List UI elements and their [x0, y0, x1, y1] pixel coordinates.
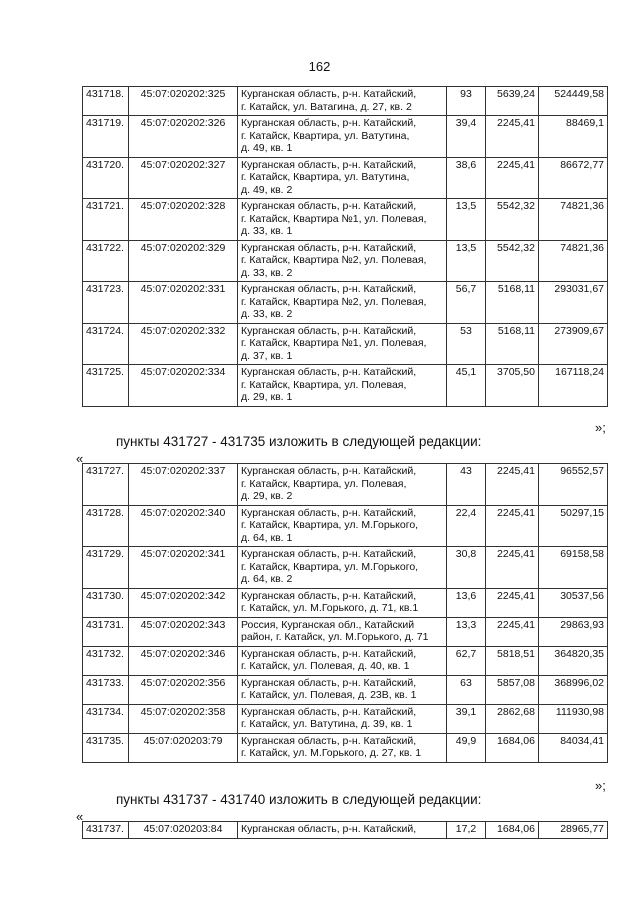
unit-value-cell: 3705,50: [486, 365, 539, 407]
cadastral-value-cell: 86672,77: [539, 157, 608, 199]
address-cell: Россия, Курганская обл., Катайский район, г. Катайск, ул. М.Горького, д. 71: [238, 617, 447, 646]
table-row: [83, 464, 608, 506]
row-number-cell: 431728.: [83, 505, 129, 547]
cadastral-number-cell: 45:07:020202:332: [129, 323, 238, 365]
cadastral-number-cell: 45:07:020202:341: [129, 547, 238, 589]
cadastral-value-cell: 364820,35: [539, 646, 608, 675]
cadastral-value-cell: 29863,93: [539, 617, 608, 646]
unit-value-cell: 5857,08: [486, 675, 539, 704]
area-cell: 63: [447, 675, 486, 704]
address-cell: Курганская область, р-н. Катайский, г. Катайск, ул. Ватагина, д. 27, кв. 2: [238, 87, 447, 116]
cadastral-number-cell: 45:07:020203:84: [129, 822, 238, 839]
cadastral-number-cell: 45:07:020202:343: [129, 617, 238, 646]
unit-value-cell: 5542,32: [486, 240, 539, 282]
cadastral-number-cell: 45:07:020202:342: [129, 588, 238, 617]
cadastral-value-cell: 30537,56: [539, 588, 608, 617]
address-cell: Курганская область, р-н. Катайский, г. Катайск, ул. Полевая, д. 23В, кв. 1: [238, 675, 447, 704]
address-cell: Курганская область, р-н. Катайский, г. Катайск, Квартира, ул. М.Горького, д. 64, кв. 1: [238, 505, 447, 547]
cadastral-value-cell: 74821,36: [539, 240, 608, 282]
cadastral-number-cell: 45:07:020203:79: [129, 733, 238, 762]
address-cell: Курганская область, р-н. Катайский, г. Катайск, Квартира №2, ул. Полевая, д. 33, кв. 2: [238, 240, 447, 282]
address-cell: Курганская область, р-н. Катайский, г. Катайск, Квартира №2, ул. Полевая, д. 33, кв. 2: [238, 282, 447, 324]
cadastral-number-cell: 45:07:020202:340: [129, 505, 238, 547]
unit-value-cell: 2245,41: [486, 157, 539, 199]
row-number-cell: 431724.: [83, 323, 129, 365]
closing-quote: »;: [595, 778, 606, 793]
area-cell: 30,8: [447, 547, 486, 589]
cadastral-number-cell: 45:07:020202:328: [129, 199, 238, 241]
cadastral-value-cell: 524449,58: [539, 87, 608, 116]
area-cell: 39,4: [447, 116, 486, 158]
property-table-3: [82, 821, 608, 839]
unit-value-cell: 5542,32: [486, 199, 539, 241]
table-row: [83, 588, 608, 617]
area-cell: 93: [447, 87, 486, 116]
row-number-cell: 431731.: [83, 617, 129, 646]
unit-value-cell: 1684,06: [486, 822, 539, 839]
area-cell: 62,7: [447, 646, 486, 675]
table-row: [83, 282, 608, 324]
table-row: [83, 547, 608, 589]
table-row: [83, 157, 608, 199]
page-number: 162: [308, 59, 331, 74]
row-number-cell: 431733.: [83, 675, 129, 704]
unit-value-cell: 2245,41: [486, 116, 539, 158]
area-cell: 17,2: [447, 822, 486, 839]
address-cell: Курганская область, р-н. Катайский, г. Катайск, ул. Полевая, д. 40, кв. 1: [238, 646, 447, 675]
table-row: [83, 116, 608, 158]
table-row: [83, 704, 608, 733]
row-number-cell: 431729.: [83, 547, 129, 589]
area-cell: 43: [447, 464, 486, 506]
area-cell: 22,4: [447, 505, 486, 547]
unit-value-cell: 2862,68: [486, 704, 539, 733]
address-cell: Курганская область, р-н. Катайский, г. Катайск, Квартира №1, ул. Полевая, д. 37, кв. 1: [238, 323, 447, 365]
row-number-cell: 431730.: [83, 588, 129, 617]
row-number-cell: 431727.: [83, 464, 129, 506]
property-table-1: [82, 86, 608, 407]
cadastral-value-cell: 368996,02: [539, 675, 608, 704]
cadastral-number-cell: 45:07:020202:325: [129, 87, 238, 116]
area-cell: 53: [447, 323, 486, 365]
address-cell: Курганская область, р-н. Катайский, г. Катайск, ул. Ватутина, д. 39, кв. 1: [238, 704, 447, 733]
row-number-cell: 431720.: [83, 157, 129, 199]
row-number-cell: 431734.: [83, 704, 129, 733]
cadastral-value-cell: 50297,15: [539, 505, 608, 547]
opening-quote: «: [76, 451, 84, 466]
area-cell: 13,5: [447, 199, 486, 241]
address-cell: Курганская область, р-н. Катайский,: [238, 822, 447, 839]
cadastral-number-cell: 45:07:020202:331: [129, 282, 238, 324]
area-cell: 56,7: [447, 282, 486, 324]
table-row: [83, 617, 608, 646]
closing-quote: »;: [595, 420, 606, 435]
area-cell: 45,1: [447, 365, 486, 407]
address-cell: Курганская область, р-н. Катайский, г. Катайск, Квартира, ул. Ватутина, д. 49, кв. 1: [238, 116, 447, 158]
cadastral-number-cell: 45:07:020202:327: [129, 157, 238, 199]
row-number-cell: 431732.: [83, 646, 129, 675]
unit-value-cell: 5168,11: [486, 323, 539, 365]
cadastral-number-cell: 45:07:020202:346: [129, 646, 238, 675]
address-cell: Курганская область, р-н. Катайский, г. Катайск, Квартира, ул. М.Горького, д. 64, кв. 2: [238, 547, 447, 589]
row-number-cell: 431723.: [83, 282, 129, 324]
address-cell: Курганская область, р-н. Катайский, г. Катайск, Квартира №1, ул. Полевая, д. 33, кв. 1: [238, 199, 447, 241]
cadastral-number-cell: 45:07:020202:326: [129, 116, 238, 158]
area-cell: 38,6: [447, 157, 486, 199]
cadastral-value-cell: 28965,77: [539, 822, 608, 839]
address-cell: Курганская область, р-н. Катайский, г. Катайск, ул. М.Горького, д. 71, кв.1: [238, 588, 447, 617]
table-row: [83, 733, 608, 762]
unit-value-cell: 2245,41: [486, 588, 539, 617]
area-cell: 13,6: [447, 588, 486, 617]
area-cell: 13,5: [447, 240, 486, 282]
area-cell: 39,1: [447, 704, 486, 733]
row-number-cell: 431718.: [83, 87, 129, 116]
unit-value-cell: 5818,51: [486, 646, 539, 675]
opening-quote: «: [76, 809, 84, 824]
table-row: [83, 365, 608, 407]
cadastral-value-cell: 167118,24: [539, 365, 608, 407]
cadastral-value-cell: 96552,57: [539, 464, 608, 506]
address-cell: Курганская область, р-н. Катайский, г. Катайск, Квартира, ул. Ватутина, д. 49, кв. 2: [238, 157, 447, 199]
area-cell: 13,3: [447, 617, 486, 646]
table-row: [83, 822, 608, 839]
row-number-cell: 431735.: [83, 733, 129, 762]
property-table-2: [82, 463, 608, 763]
unit-value-cell: 2245,41: [486, 464, 539, 506]
table-row: [83, 199, 608, 241]
row-number-cell: 431722.: [83, 240, 129, 282]
address-cell: Курганская область, р-н. Катайский, г. Катайск, ул. М.Горького, д. 27, кв. 1: [238, 733, 447, 762]
unit-value-cell: 1684,06: [486, 733, 539, 762]
row-number-cell: 431737.: [83, 822, 129, 839]
row-number-cell: 431721.: [83, 199, 129, 241]
table-row: [83, 323, 608, 365]
cadastral-number-cell: 45:07:020202:337: [129, 464, 238, 506]
unit-value-cell: 2245,41: [486, 505, 539, 547]
cadastral-value-cell: 69158,58: [539, 547, 608, 589]
cadastral-number-cell: 45:07:020202:358: [129, 704, 238, 733]
unit-value-cell: 5168,11: [486, 282, 539, 324]
cadastral-number-cell: 45:07:020202:334: [129, 365, 238, 407]
cadastral-value-cell: 293031,67: [539, 282, 608, 324]
unit-value-cell: 2245,41: [486, 617, 539, 646]
amendment-instruction: пункты 431737 - 431740 изложить в следующей редакции:: [116, 792, 482, 807]
cadastral-value-cell: 111930,98: [539, 704, 608, 733]
cadastral-value-cell: 84034,41: [539, 733, 608, 762]
cadastral-value-cell: 273909,67: [539, 323, 608, 365]
row-number-cell: 431725.: [83, 365, 129, 407]
table-row: [83, 675, 608, 704]
table-row: [83, 505, 608, 547]
table-row: [83, 240, 608, 282]
unit-value-cell: 5639,24: [486, 87, 539, 116]
cadastral-value-cell: 88469,1: [539, 116, 608, 158]
address-cell: Курганская область, р-н. Катайский, г. Катайск, Квартира, ул. Полевая, д. 29, кв. 2: [238, 464, 447, 506]
table-row: [83, 646, 608, 675]
unit-value-cell: 2245,41: [486, 547, 539, 589]
amendment-instruction: пункты 431727 - 431735 изложить в следующей редакции:: [116, 434, 482, 449]
table-row: [83, 87, 608, 116]
area-cell: 49,9: [447, 733, 486, 762]
cadastral-number-cell: 45:07:020202:356: [129, 675, 238, 704]
row-number-cell: 431719.: [83, 116, 129, 158]
cadastral-number-cell: 45:07:020202:329: [129, 240, 238, 282]
cadastral-value-cell: 74821,36: [539, 199, 608, 241]
address-cell: Курганская область, р-н. Катайский, г. Катайск, Квартира, ул. Полевая, д. 29, кв. 1: [238, 365, 447, 407]
